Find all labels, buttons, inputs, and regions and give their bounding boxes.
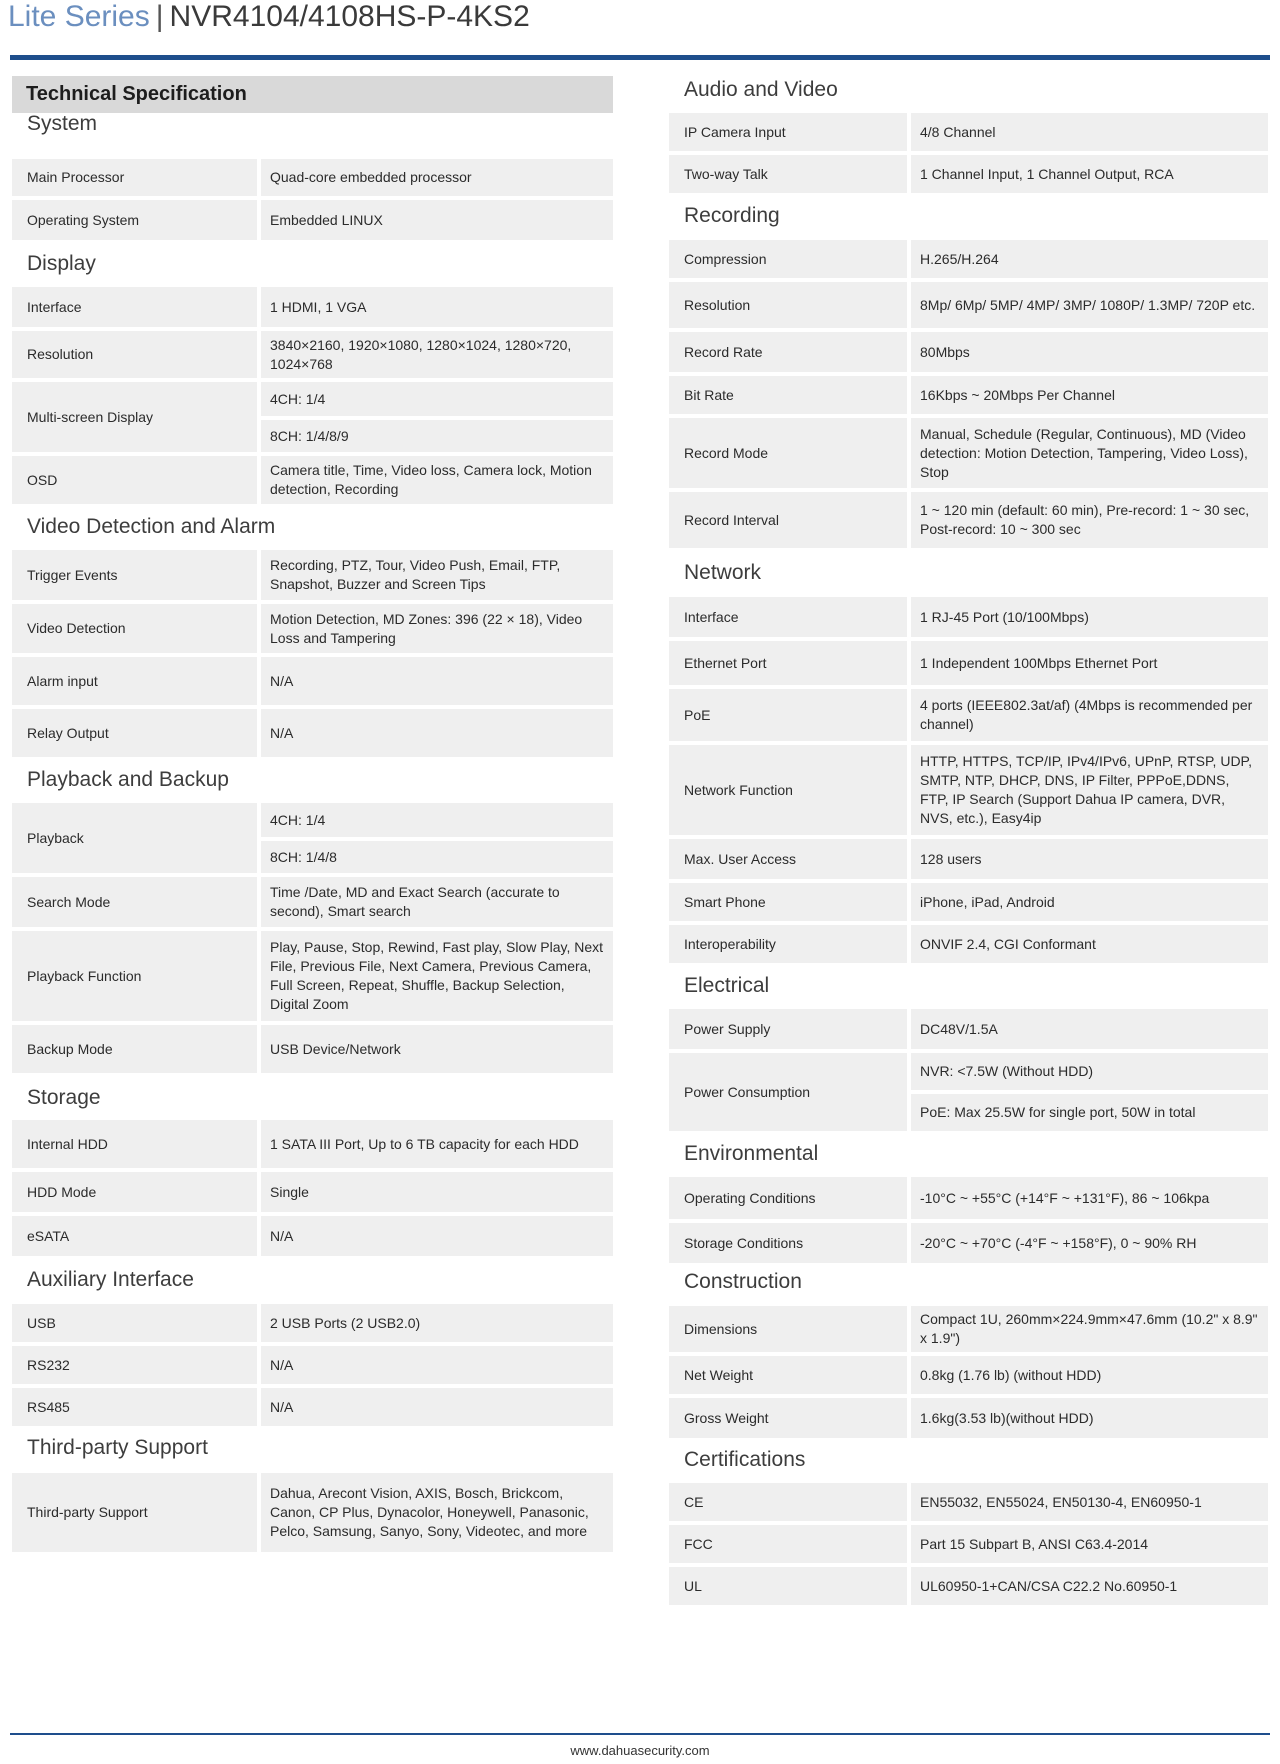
section-title-video-detection: Video Detection and Alarm [27,515,276,538]
spec-label: Net Weight [669,1356,907,1394]
spec-row-network-function [669,745,1268,835]
spec-row-fcc [669,1525,1268,1563]
section-title-storage: Storage [27,1086,101,1109]
spec-subrow-playback-8ch [12,841,613,873]
spec-label: Record Mode [669,418,907,488]
spec-row-operating-conditions [669,1177,1268,1219]
spec-label: USB [12,1304,257,1342]
spec-value: 128 users [911,839,1268,879]
spec-label: Gross Weight [669,1398,907,1438]
spec-label: Trigger Events [12,550,257,600]
spec-value: Single [261,1172,613,1212]
spec-row-recording-resolution [669,282,1268,328]
spec-label: Operating System [12,200,257,240]
spec-subrow-playback-4ch [12,803,613,837]
spec-label: Compression [669,240,907,278]
spec-label: IP Camera Input [669,113,907,151]
section-title-audio-video: Audio and Video [684,78,838,101]
spec-value: NVR: <7.5W (Without HDD) [911,1053,1268,1090]
spec-value: N/A [261,1346,613,1384]
spec-row-network-interface [669,597,1268,637]
spec-label: Ethernet Port [669,641,907,685]
spec-row-rs232 [12,1346,613,1384]
spec-row-relay-output [12,709,613,757]
spec-row-trigger-events [12,550,613,600]
spec-row-operating-system [12,200,613,240]
spec-value: 4 ports (IEEE802.3at/af) (4Mbps is recommended per channel) [911,689,1268,741]
spec-label: Interface [669,597,907,637]
spec-label: Storage Conditions [669,1223,907,1263]
spec-value: 1.6kg(3.53 lb)(without HDD) [911,1398,1268,1438]
spec-row-esata [12,1216,613,1256]
spec-label: Two-way Talk [669,155,907,193]
spec-row-smart-phone [669,883,1268,921]
spec-subrow-power-nvr [669,1053,1268,1090]
spec-row-record-rate [669,332,1268,372]
spec-subrow-multi-screen-8ch [12,420,613,452]
spec-label: Record Interval [669,492,907,548]
spec-row-dimensions [669,1306,1268,1352]
spec-value: PoE: Max 25.5W for single port, 50W in total [911,1094,1268,1131]
spec-row-record-interval [669,492,1268,548]
spec-value: Recording, PTZ, Tour, Video Push, Email, FTP, Snapshot, Buzzer and Screen Tips [261,550,613,600]
spec-value: Compact 1U, 260mm×224.9mm×47.6mm (10.2" x 8.9" x 1.9") [911,1306,1268,1352]
spec-label: RS232 [12,1346,257,1384]
spec-label: Search Mode [12,877,257,927]
spec-value: Manual, Schedule (Regular, Continuous), MD (Video detection: Motion Detection, Tampering, Video Loss), Stop [911,418,1268,488]
spec-value: 1 Independent 100Mbps Ethernet Port [911,641,1268,685]
spec-label: Resolution [12,331,257,378]
spec-row-backup-mode [12,1025,613,1073]
spec-value: 1 SATA III Port, Up to 6 TB capacity for each HDD [261,1120,613,1168]
spec-row-interoperability [669,925,1268,963]
spec-row-compression [669,240,1268,278]
spec-label: Main Processor [12,159,257,196]
spec-label: CE [669,1483,907,1521]
spec-row-power-supply [669,1009,1268,1049]
spec-value: UL60950-1+CAN/CSA C22.2 No.60950-1 [911,1567,1268,1605]
spec-label: Backup Mode [12,1025,257,1073]
spec-label: PoE [669,689,907,741]
spec-row-poe [669,689,1268,741]
technical-specification-title: Technical Specification [12,76,613,113]
spec-value: EN55032, EN55024, EN50130-4, EN60950-1 [911,1483,1268,1521]
spec-value: N/A [261,657,613,705]
spec-row-playback-function [12,931,613,1021]
spec-subrow-power-poe [669,1094,1268,1131]
spec-value: 80Mbps [911,332,1268,372]
section-title-construction: Construction [684,1270,802,1293]
spec-value: 4/8 Channel [911,113,1268,151]
spec-row-ip-camera-input [669,113,1268,151]
spec-value: 8Mp/ 6Mp/ 5MP/ 4MP/ 3MP/ 1080P/ 1.3MP/ 720P etc. [911,282,1268,328]
spec-value: 1 ~ 120 min (default: 60 min), Pre-record: 1 ~ 30 sec, Post-record: 10 ~ 300 sec [911,492,1268,548]
spec-label: Relay Output [12,709,257,757]
spec-row-main-processor [12,159,613,196]
spec-value: 1 HDMI, 1 VGA [261,287,613,327]
spec-value: 0.8kg (1.76 lb) (without HDD) [911,1356,1268,1394]
spec-value: N/A [261,709,613,757]
section-title-certifications: Certifications [684,1448,806,1471]
spec-row-internal-hdd [12,1120,613,1168]
spec-value: 1 Channel Input, 1 Channel Output, RCA [911,155,1268,193]
spec-value: Part 15 Subpart B, ANSI C63.4-2014 [911,1525,1268,1563]
spec-value: N/A [261,1216,613,1256]
spec-row-alarm-input [12,657,613,705]
spec-row-osd [12,456,613,504]
spec-label: Third-party Support [12,1473,257,1552]
spec-label: Interface [12,287,257,327]
spec-row-third-party-support [12,1473,613,1552]
spec-label: Smart Phone [669,883,907,921]
spec-label: Video Detection [12,604,257,653]
spec-row-hdd-mode [12,1172,613,1212]
spec-value: HTTP, HTTPS, TCP/IP, IPv4/IPv6, UPnP, RTSP, UDP, SMTP, NTP, DHCP, DNS, IP Filter, PPPoE,DDNS, FTP, IP Search (Support Dahua IP camera, DVR, NVS, etc.), Easy4ip [911,745,1268,835]
spec-value: Embedded LINUX [261,200,613,240]
spec-value: 16Kbps ~ 20Mbps Per Channel [911,376,1268,414]
spec-value: H.265/H.264 [911,240,1268,278]
spec-value: 4CH: 1/4 [261,803,613,837]
page-header [8,0,530,40]
spec-value: ONVIF 2.4, CGI Conformant [911,925,1268,963]
spec-row-video-detection [12,604,613,653]
spec-label: Network Function [669,745,907,835]
section-title-environmental: Environmental [684,1142,819,1165]
spec-label: OSD [12,456,257,504]
section-title-network: Network [684,561,762,584]
spec-label: Operating Conditions [669,1177,907,1219]
section-title-playback: Playback and Backup [27,768,229,791]
spec-value: iPhone, iPad, Android [911,883,1268,921]
spec-label: Multi-screen Display [12,382,257,452]
section-title-display: Display [27,252,96,275]
spec-label: eSATA [12,1216,257,1256]
spec-row-storage-conditions [669,1223,1268,1263]
spec-value: 4CH: 1/4 [261,382,613,416]
model-name: NVR4104/4108HS-P-4KS2 [169,0,530,33]
spec-label: Dimensions [669,1306,907,1352]
spec-label: Record Rate [669,332,907,372]
spec-label: Power Supply [669,1009,907,1049]
spec-row-display-resolution [12,331,613,378]
spec-row-bit-rate [669,376,1268,414]
section-title-recording: Recording [684,204,780,227]
spec-label: HDD Mode [12,1172,257,1212]
spec-label: Alarm input [12,657,257,705]
spec-label: Interoperability [669,925,907,963]
section-title-auxiliary: Auxiliary Interface [27,1268,194,1291]
spec-subrow-multi-screen-4ch [12,382,613,416]
spec-value: Dahua, Arecont Vision, AXIS, Bosch, Brickcom, Canon, CP Plus, Dynacolor, Honeywell, Panasonic, Pelco, Samsung, Sanyo, Sony, Videotec, and more [261,1473,613,1552]
spec-value: Camera title, Time, Video loss, Camera lock, Motion detection, Recording [261,456,613,504]
spec-row-gross-weight [669,1398,1268,1438]
spec-row-ce [669,1483,1268,1521]
spec-value: 8CH: 1/4/8 [261,841,613,873]
spec-row-max-user-access [669,839,1268,879]
spec-value: DC48V/1.5A [911,1009,1268,1049]
spec-value: 3840×2160, 1920×1080, 1280×1024, 1280×720, 1024×768 [261,331,613,378]
spec-row-ethernet-port [669,641,1268,685]
spec-value: -20°C ~ +70°C (-4°F ~ +158°F), 0 ~ 90% RH [911,1223,1268,1263]
spec-row-ul [669,1567,1268,1605]
spec-value: 2 USB Ports (2 USB2.0) [261,1304,613,1342]
spec-value: 8CH: 1/4/8/9 [261,420,613,452]
section-title-system: System [27,112,98,135]
spec-value: Play, Pause, Stop, Rewind, Fast play, Slow Play, Next File, Previous File, Next Camera, Previous Camera, Full Screen, Repeat, Shuffle, Backup Selection, Digital Zoom [261,931,613,1021]
spec-label: Power Consumption [669,1053,907,1131]
spec-label: FCC [669,1525,907,1563]
spec-value: Quad-core embedded processor [261,159,613,196]
spec-label: Playback Function [12,931,257,1021]
section-title-third-party: Third-party Support [27,1436,208,1459]
header-separator: | [155,0,164,33]
spec-label: Resolution [669,282,907,328]
spec-label: Bit Rate [669,376,907,414]
spec-label: Max. User Access [669,839,907,879]
spec-label: Internal HDD [12,1120,257,1168]
spec-label: RS485 [12,1388,257,1426]
spec-value: 1 RJ-45 Port (10/100Mbps) [911,597,1268,637]
spec-value: Time /Date, MD and Exact Search (accurate to second), Smart search [261,877,613,927]
footer-url[interactable]: www.dahuasecurity.com [570,1743,710,1758]
spec-row-net-weight [669,1356,1268,1394]
spec-row-search-mode [12,877,613,927]
spec-value: N/A [261,1388,613,1426]
spec-value: -10°C ~ +55°C (+14°F ~ +131°F), 86 ~ 106kpa [911,1177,1268,1219]
spec-label: Playback [12,803,257,873]
spec-value: USB Device/Network [261,1025,613,1073]
header-divider [10,55,1270,60]
spec-row-usb [12,1304,613,1342]
spec-value: Motion Detection, MD Zones: 396 (22 × 18), Video Loss and Tampering [261,604,613,653]
spec-row-record-mode [669,418,1268,488]
spec-row-rs485 [12,1388,613,1426]
spec-row-display-interface [12,287,613,327]
series-name: Lite Series [8,0,150,33]
footer-divider [10,1733,1270,1735]
spec-row-two-way-talk [669,155,1268,193]
spec-label: UL [669,1567,907,1605]
section-title-electrical: Electrical [684,974,770,997]
